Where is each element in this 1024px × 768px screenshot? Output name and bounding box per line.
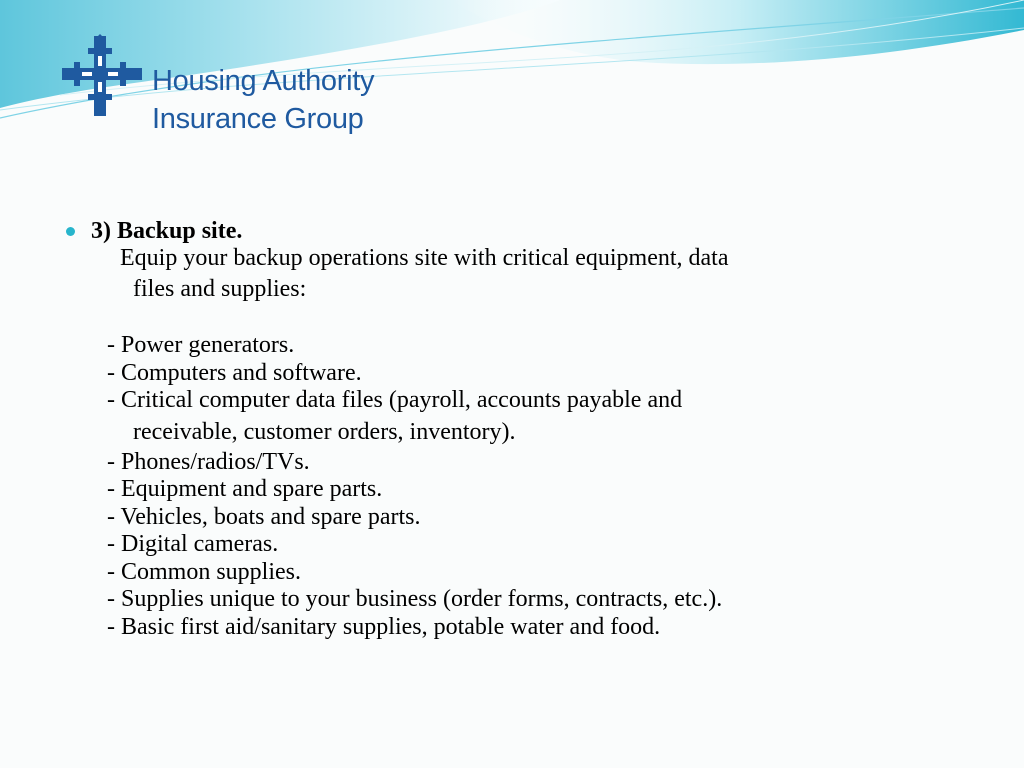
section-heading: 3) Backup site.	[91, 218, 243, 244]
list-item: - Supplies unique to your business (order forms, contracts, etc.).	[107, 586, 723, 612]
intro-line-2: files and supplies:	[133, 276, 307, 302]
list-item: - Equipment and spare parts.	[107, 476, 383, 502]
list-item: - Digital cameras.	[107, 531, 279, 557]
list-item: - Basic first aid/sanitary supplies, potable water and food.	[107, 613, 661, 640]
bullet-dot-icon	[66, 227, 75, 236]
list-item: - Power generators.	[107, 332, 295, 358]
company-logo	[60, 34, 374, 138]
logo-line-2: Insurance Group	[152, 103, 364, 135]
list-item: - Critical computer data files (payroll, accounts payable and	[107, 387, 683, 413]
logo-wordmark	[152, 62, 374, 138]
bullet-heading-row	[66, 216, 966, 246]
supply-list	[66, 332, 966, 641]
list-item-continuation: receivable, customer orders, inventory).	[133, 418, 516, 445]
list-item: - Phones/radios/TVs.	[107, 448, 310, 475]
list-item: - Computers and software.	[107, 359, 362, 386]
list-item: - Common supplies.	[107, 558, 302, 585]
house-cross-logo-icon	[60, 34, 144, 118]
intro-line-1: Equip your backup operations site with critical equipment, data	[120, 245, 729, 271]
slide-content	[66, 216, 966, 641]
logo-line-1: Housing Authority	[152, 65, 375, 97]
list-item: - Vehicles, boats and spare parts.	[107, 503, 421, 530]
